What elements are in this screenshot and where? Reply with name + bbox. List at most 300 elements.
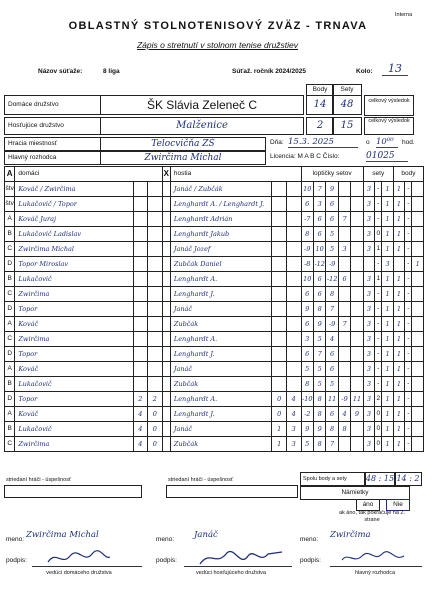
guest-player-cell: Lenghardt Adrián (170, 212, 272, 227)
sets-separator-cell: 0 (375, 422, 382, 437)
guest-sets-cell: 1 (382, 272, 393, 287)
body-separator-cell: - (405, 182, 412, 197)
home-sub-cell: 4 (133, 407, 148, 422)
sets-separator-cell: - (375, 317, 382, 332)
guest-sub-cell (272, 242, 287, 257)
competition-value: 8 liga (103, 68, 120, 75)
home-body-cell: 1 (393, 227, 404, 242)
set1-points-cell: 9 (301, 302, 313, 317)
set3-points-cell: 6 (326, 407, 338, 422)
set3-points-cell: 6 (326, 197, 338, 212)
set5-points-cell (351, 287, 363, 302)
overall-result-home-label: celkový výsledok (364, 95, 414, 116)
guest-player-cell: Zubčák (170, 377, 272, 392)
round-value: 13 (382, 62, 408, 76)
home-captain-title: vedúci domáceho družstva (46, 570, 112, 576)
match-info-block (4, 84, 434, 168)
guest-body-cell (412, 242, 424, 257)
body-separator-cell: - (405, 287, 412, 302)
guest-sub-cell: 1 (272, 437, 287, 452)
x-cell (162, 272, 170, 287)
match-code-cell: C (5, 332, 15, 347)
x-cell (162, 422, 170, 437)
team-x-marker: X (162, 167, 170, 182)
guest-sub-points-cell: 4 (286, 407, 301, 422)
home-body-cell: 1 (393, 362, 404, 377)
guest-sub-cell (272, 302, 287, 317)
guest-body-cell (412, 197, 424, 212)
body-separator-cell: - (405, 437, 412, 452)
body-separator-cell: - (405, 362, 412, 377)
home-sets-cell (363, 257, 374, 272)
home-sub-points-cell: 0 (148, 422, 163, 437)
body-separator-cell: - (405, 302, 412, 317)
x-cell (162, 407, 170, 422)
table-header-row (5, 167, 424, 182)
referee-value: Zwirčima Michal (100, 151, 266, 165)
set3-points-cell: -9 (326, 317, 338, 332)
home-player-cell: Zwirčima (15, 437, 133, 452)
x-cell (162, 347, 170, 362)
set2-points-cell: 7 (313, 347, 325, 362)
set2-points-cell: 3 (313, 197, 325, 212)
match-code-cell: D (5, 257, 15, 272)
guest-signature (196, 546, 286, 570)
guest-sub-cell: 0 (272, 392, 287, 407)
guest-sets-cell: 1 (382, 212, 393, 227)
set1-points-cell: 9 (301, 422, 313, 437)
set3-points-cell: -9 (326, 257, 338, 272)
set5-points-cell (351, 332, 363, 347)
guest-player-cell: Lenghardt A. / Lenghardt J. (170, 197, 272, 212)
set5-points-cell (351, 317, 363, 332)
home-player-cell: Lukačovič / Topor (15, 197, 133, 212)
guest-body-cell (412, 392, 424, 407)
sets-separator-cell: - (375, 332, 382, 347)
home-body-cell: 1 (393, 377, 404, 392)
home-body-cell: 1 (393, 407, 404, 422)
x-cell (162, 242, 170, 257)
set1-points-cell: 10 (301, 272, 313, 287)
match-row (5, 212, 424, 227)
guest-sets-cell: 1 (382, 227, 393, 242)
set1-points-cell: -8 (301, 257, 313, 272)
sum-points: 14 : 2 (394, 472, 422, 486)
home-body-cell: 1 (393, 212, 404, 227)
guest-sets-cell: 1 (382, 422, 393, 437)
set1-points-cell: 8 (301, 227, 313, 242)
guest-sub-cell (272, 332, 287, 347)
home-body-cell (393, 257, 404, 272)
set1-points-cell: 6 (301, 317, 313, 332)
set1-points-cell: 5 (301, 437, 313, 452)
set5-points-cell (351, 197, 363, 212)
body-separator-cell: - (405, 407, 412, 422)
match-row (5, 317, 424, 332)
home-player-cell: Zwirčima Michal (15, 242, 133, 257)
subs-box-home (4, 485, 142, 498)
set5-points-cell (351, 242, 363, 257)
referee-sign-label: podpis: (300, 557, 321, 564)
guest-body-cell (412, 377, 424, 392)
match-code-cell: D (5, 392, 15, 407)
set1-points-cell: -7 (301, 212, 313, 227)
home-sub-points-cell: 0 (148, 407, 163, 422)
home-sub-cell (133, 257, 148, 272)
guest-sub-points-cell (286, 347, 301, 362)
guest-sub-points-cell (286, 272, 301, 287)
set2-points-cell: 5 (313, 377, 325, 392)
home-player-cell: Lukačovič (15, 272, 133, 287)
guest-sub-cell (272, 212, 287, 227)
set2-points-cell: 8 (313, 302, 325, 317)
set4-points-cell: 3 (338, 242, 350, 257)
guest-sub-points-cell: 3 (286, 437, 301, 452)
body-header: Body (306, 84, 334, 96)
home-sub-cell (133, 317, 148, 332)
set4-points-cell (338, 377, 350, 392)
x-cell (162, 362, 170, 377)
set4-points-cell (338, 197, 350, 212)
guest-body-cell (412, 437, 424, 452)
guest-sub-points-cell (286, 227, 301, 242)
home-player-cell: Kováč / Zwirčima (15, 182, 133, 197)
set3-points-cell: 9 (326, 182, 338, 197)
home-sub-cell (133, 242, 148, 257)
set2-points-cell: 6 (313, 227, 325, 242)
set2-points-cell: 7 (313, 182, 325, 197)
body-separator-cell: - (405, 197, 412, 212)
set2-points-cell: 6 (313, 212, 325, 227)
set4-points-cell (338, 362, 350, 377)
referee-name: Zwirčima (330, 530, 371, 540)
sets-separator-cell: 0 (375, 437, 382, 452)
guest-player-cell: Lenghardt J. (170, 407, 272, 422)
body-separator-cell: - (405, 347, 412, 362)
match-row (5, 362, 424, 377)
match-code-cell: C (5, 287, 15, 302)
home-sub-points-cell (148, 317, 163, 332)
set4-points-cell: 7 (338, 317, 350, 332)
guest-sub-cell (272, 377, 287, 392)
home-player-cell: Lukačovič (15, 377, 133, 392)
match-row (5, 272, 424, 287)
referee-signature (338, 548, 408, 568)
hour-label: hod. (402, 139, 415, 146)
set4-points-cell (338, 227, 350, 242)
subs-box-guest (166, 485, 298, 498)
guest-sets-cell: 1 (382, 347, 393, 362)
guest-captain-name-label: meno: (156, 536, 175, 543)
home-sub-cell (133, 197, 148, 212)
home-sets-cell: 3 (363, 272, 374, 287)
guest-sub-points-cell (286, 242, 301, 257)
set2-points-cell: 6 (313, 272, 325, 287)
home-sub-points-cell (148, 377, 163, 392)
home-body-cell: 1 (393, 302, 404, 317)
home-sub-cell (133, 287, 148, 302)
body-separator-cell: - (405, 317, 412, 332)
date-label: Dňa: (270, 139, 284, 146)
set4-points-cell (338, 257, 350, 272)
set4-points-cell: 8 (338, 422, 350, 437)
guest-player-cell: Lenghardt J. (170, 347, 272, 362)
body-separator-cell: - (405, 332, 412, 347)
team-a-marker: A (5, 167, 15, 182)
set3-points-cell: 7 (326, 437, 338, 452)
home-sets-cell: 3 (363, 362, 374, 377)
match-row (5, 407, 424, 422)
match-row (5, 197, 424, 212)
guest-sub-cell (272, 227, 287, 242)
set4-points-cell: 7 (338, 212, 350, 227)
set2-points-cell: 9 (313, 422, 325, 437)
guest-sub-cell (272, 317, 287, 332)
guest-body-cell (412, 362, 424, 377)
home-sets-cell: 3 (363, 182, 374, 197)
guest-sub-cell (272, 182, 287, 197)
guest-player-cell: Janáč Jozef (170, 242, 272, 257)
set4-points-cell: -9 (338, 392, 350, 407)
set3-points-cell: 6 (326, 212, 338, 227)
home-sub-points-cell: 2 (148, 392, 163, 407)
sets-separator-cell: - (375, 362, 382, 377)
season-label: Súťaž. ročník 2024/2025 (232, 68, 306, 75)
home-player-cell: Lukačovič (15, 422, 133, 437)
subs-label-home: striedaní hráči - úspešnosť (6, 477, 72, 483)
set3-points-cell: 8 (326, 422, 338, 437)
x-cell (162, 257, 170, 272)
set5-points-cell (351, 302, 363, 317)
home-sub-points-cell (148, 362, 163, 377)
match-row (5, 182, 424, 197)
set4-points-cell (338, 332, 350, 347)
sets-separator-cell: - (375, 302, 382, 317)
home-body-cell: 1 (393, 392, 404, 407)
guest-sub-points-cell (286, 332, 301, 347)
match-row (5, 257, 424, 272)
set3-points-cell: 6 (326, 362, 338, 377)
home-column-header: domáci (15, 167, 162, 182)
set4-points-cell (338, 287, 350, 302)
home-sub-points-cell (148, 347, 163, 362)
match-code-cell: A (5, 362, 15, 377)
guest-sets-cell: 1 (382, 242, 393, 257)
home-sub-cell: 4 (133, 437, 148, 452)
home-sets-cell: 3 (363, 347, 374, 362)
home-sub-cell (133, 272, 148, 287)
guest-sets-cell: 1 (382, 302, 393, 317)
guest-body-cell (412, 227, 424, 242)
home-sets-cell: 3 (363, 422, 374, 437)
set2-points-cell: 5 (313, 332, 325, 347)
guest-sets-cell: 1 (382, 332, 393, 347)
referee-name-label: meno: (300, 536, 319, 543)
guest-captain-name: Janáč (194, 530, 218, 540)
sets-separator-cell: 1 (375, 272, 382, 287)
home-sets-cell: 3 (363, 197, 374, 212)
body-separator-cell: - (405, 257, 412, 272)
points-column-header: loptičky setov (301, 167, 363, 182)
set1-points-cell: 10 (301, 182, 313, 197)
x-cell (162, 287, 170, 302)
match-row (5, 242, 424, 257)
body-separator-cell: - (405, 377, 412, 392)
home-player-cell: Topor Miroslav (15, 257, 133, 272)
set1-points-cell: 6 (301, 197, 313, 212)
home-sub-cell: 2 (133, 392, 148, 407)
guest-sets-cell: 1 (382, 287, 393, 302)
set5-points-cell (351, 347, 363, 362)
set2-points-cell: 8 (313, 437, 325, 452)
home-player-cell: Topor (15, 392, 133, 407)
set2-points-cell: -12 (313, 257, 325, 272)
match-code-cell: A (5, 212, 15, 227)
guest-sub-points-cell (286, 302, 301, 317)
home-body-cell: 1 (393, 332, 404, 347)
set2-points-cell: 8 (313, 407, 325, 422)
home-sub-points-cell (148, 242, 163, 257)
set1-points-cell: -10 (301, 392, 313, 407)
guest-sets-cell: 1 (382, 437, 393, 452)
home-sets-cell: 3 (363, 212, 374, 227)
home-body: 14 (306, 95, 334, 115)
sets-separator-cell: 1 (375, 242, 382, 257)
home-body-cell: 1 (393, 347, 404, 362)
match-code-cell: A (5, 317, 15, 332)
guest-sets-cell: 1 (382, 362, 393, 377)
home-sets-cell: 3 (363, 317, 374, 332)
home-sets-cell: 3 (363, 227, 374, 242)
overall-result-guest-label: celkový výsledok (364, 117, 414, 135)
set5-points-cell (351, 437, 363, 452)
home-sub-points-cell (148, 197, 163, 212)
set3-points-cell: 5 (326, 227, 338, 242)
home-sets-cell: 3 (363, 407, 374, 422)
home-sub-points-cell: 0 (148, 437, 163, 452)
match-code-cell: C (5, 242, 15, 257)
sets-separator-cell: - (375, 347, 382, 362)
guest-sign-label: podpis: (156, 557, 177, 564)
guest-body-cell (412, 332, 424, 347)
guest-player-cell: Lenghardt A. (170, 392, 272, 407)
x-cell (162, 212, 170, 227)
guest-sub-points-cell: 3 (286, 422, 301, 437)
guest-sub-points-cell (286, 257, 301, 272)
set1-points-cell: 8 (301, 377, 313, 392)
match-row (5, 377, 424, 392)
home-sets-cell: 3 (363, 392, 374, 407)
guest-body-cell (412, 272, 424, 287)
set3-points-cell: 6 (326, 347, 338, 362)
body-separator-cell: - (405, 392, 412, 407)
guest-sety: 15 (332, 117, 362, 135)
match-code-cell: štv (5, 197, 15, 212)
guest-body-cell (412, 317, 424, 332)
set5-points-cell (351, 272, 363, 287)
set2-points-cell: 6 (313, 287, 325, 302)
body-separator-cell: - (405, 242, 412, 257)
guest-sets-cell: 1 (382, 392, 393, 407)
home-sub-cell (133, 347, 148, 362)
guest-player-cell: Zubčák Daniel (170, 257, 272, 272)
set1-points-cell: 5 (301, 362, 313, 377)
match-row (5, 287, 424, 302)
subs-label-guest: striedaní hráči - úspešnosť (168, 477, 234, 483)
set1-points-cell: 6 (301, 287, 313, 302)
x-cell (162, 302, 170, 317)
document-subtitle: Zápis o stretnutí v stolnom tenise družstiev (136, 40, 299, 50)
set5-points-cell (351, 377, 363, 392)
time-label: o (366, 139, 370, 146)
home-sety: 48 (332, 95, 362, 115)
federation-title: OBLASTNÝ STOLNOTENISOVÝ ZVÄZ - TRNAVA (68, 20, 368, 32)
notes-yes[interactable]: áno (356, 499, 380, 511)
x-cell (162, 197, 170, 212)
home-player-cell: Zwirčima (15, 332, 133, 347)
guest-body-cell: 1 (412, 257, 424, 272)
guest-body-cell (412, 182, 424, 197)
match-row (5, 347, 424, 362)
home-captain-name: Zwirčima Michal (26, 530, 99, 540)
set4-points-cell (338, 182, 350, 197)
guest-sets-cell: 1 (382, 182, 393, 197)
set3-points-cell: 7 (326, 302, 338, 317)
guest-sets-cell: 1 (382, 197, 393, 212)
guest-player-cell: Lenghardt J. (170, 287, 272, 302)
guest-sub-cell (272, 197, 287, 212)
guest-player-cell: Lenghardt A. (170, 332, 272, 347)
set1-points-cell: -2 (301, 407, 313, 422)
set5-points-cell (351, 227, 363, 242)
x-cell (162, 227, 170, 242)
guest-column-header: hostia (170, 167, 301, 182)
sety-header: Sety (332, 84, 362, 96)
set3-points-cell: 11 (326, 392, 338, 407)
set5-points-cell (351, 212, 363, 227)
license-label: Licencia: M A B C Číslo: (270, 153, 340, 160)
home-body-cell: 1 (393, 197, 404, 212)
home-body-cell: 1 (393, 287, 404, 302)
guest-body-cell (412, 212, 424, 227)
notes-no[interactable]: Nie (386, 499, 410, 511)
notes-label: Námietky (300, 486, 410, 500)
home-sub-cell (133, 212, 148, 227)
round-label: Kolo: (356, 68, 373, 75)
home-body-cell: 1 (393, 242, 404, 257)
x-cell (162, 317, 170, 332)
set2-points-cell: 10 (313, 242, 325, 257)
corner-stamp: Interna (395, 12, 413, 18)
sets-column-header: sety (363, 167, 393, 182)
sets-separator-cell: - (375, 197, 382, 212)
home-sign-label: podpis: (6, 557, 27, 564)
home-player-cell: Zwirčima (15, 287, 133, 302)
match-row (5, 437, 424, 452)
home-sub-points-cell (148, 302, 163, 317)
sets-separator-cell: 2 (375, 392, 382, 407)
sum-label: Spolu body a sety (300, 472, 366, 486)
home-sets-cell: 3 (363, 302, 374, 317)
guest-player-cell: Janáč (170, 422, 272, 437)
home-player-cell: Topor (15, 347, 133, 362)
home-sub-points-cell (148, 227, 163, 242)
venue-label: Hracia miestnosť (4, 137, 101, 151)
set4-points-cell (338, 302, 350, 317)
guest-player-cell: Lenghardt A. (170, 272, 272, 287)
license-number: 01025 (366, 151, 408, 162)
match-rows (5, 182, 424, 452)
